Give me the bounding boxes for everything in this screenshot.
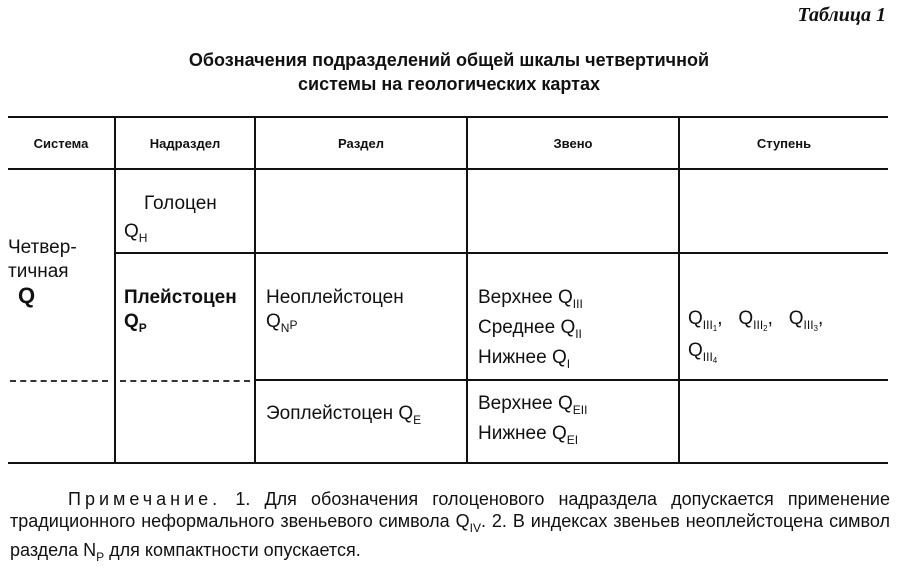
system-name-line-1: Четвер- <box>8 237 77 258</box>
note-sub: IV <box>469 521 481 535</box>
system-cell <box>8 236 77 308</box>
neopleistocene-symbol <box>266 310 297 340</box>
neopleistocene-symbol-letter: Q <box>266 311 281 332</box>
neopleistocene-symbol-sub: N <box>280 321 290 335</box>
neopleistocene-row-border <box>254 379 888 381</box>
note-sup: P <box>96 550 105 564</box>
col-divider-4 <box>678 116 680 464</box>
note-text-part-1: 1. Для обозначения голоценового надраздела допускается применение традиционного неформального звеньевого символа Q <box>10 489 890 531</box>
header-link: Звено <box>553 135 593 151</box>
pleistocene-symbol-sub: P <box>138 321 147 335</box>
eopleistocene-name: Эоплейстоцен $Q_E$ <box>266 403 422 427</box>
header-section: Раздел <box>337 135 385 151</box>
pleistocene-symbol <box>124 310 147 340</box>
stage-symbol: $Q_{III3}$, <box>788 308 824 333</box>
header-suprasection: Надраздел <box>149 135 221 151</box>
stage-symbol: $Q_{III1}$, <box>688 308 723 333</box>
header-bottom-border <box>8 168 888 170</box>
stage-symbol: $Q_{III2}$, <box>738 308 773 333</box>
list-item: Нижнее $Q_{EI}$ <box>478 423 579 447</box>
eopleistocene-links <box>478 392 587 452</box>
table-title-line-2: системы на геологических картах <box>298 74 600 94</box>
col-divider-3 <box>466 116 468 464</box>
pleistocene-symbol-letter: Q <box>124 311 139 332</box>
holocene-name: Голоцен <box>144 193 217 214</box>
system-symbol: Q <box>18 283 36 308</box>
list-item: Нижнее $Q_I$ <box>478 347 571 371</box>
neopleistocene-links <box>478 286 583 376</box>
table-title-line-1: Обозначения подразделений общей шкалы четвертичной <box>188 50 710 70</box>
col-divider-2 <box>254 116 256 464</box>
list-item: Среднее $Q_{II}$ <box>478 317 582 341</box>
holocene-symbol-letter: Q <box>124 221 139 242</box>
holocene-row-border <box>116 252 888 254</box>
note-text-part-3: для компактности опускается. <box>104 540 361 560</box>
header-stage: Ступень <box>756 135 812 151</box>
table-bottom-border <box>8 462 888 464</box>
system-dashed-boundary <box>10 380 108 382</box>
note-text-part-2: . 2. В индексах звеньев неоплейстоцена символ раздела N <box>10 511 890 560</box>
table-note <box>10 488 890 568</box>
neopleistocene-name: Неоплейстоцен <box>266 287 404 308</box>
stages-cell <box>688 308 884 372</box>
header-system: Система <box>33 135 89 151</box>
suprasection-dashed-boundary <box>120 380 250 382</box>
col-divider-1 <box>114 116 116 464</box>
system-name-line-2: тичная <box>8 261 69 282</box>
list-item: Верхнее $Q_{III}$ <box>478 287 583 311</box>
table-number-label: Таблица 1 <box>797 4 886 26</box>
note-label: Примечание. <box>68 489 222 509</box>
list-item: Верхнее $Q_{EII}$ <box>478 393 588 417</box>
pleistocene-name: Плейстоцен <box>124 287 237 308</box>
stage-symbol: $Q_{III4}$ <box>688 340 718 365</box>
holocene-symbol-sub: H <box>138 231 148 245</box>
holocene-symbol <box>124 220 147 250</box>
neopleistocene-symbol-sup: P <box>289 318 298 332</box>
